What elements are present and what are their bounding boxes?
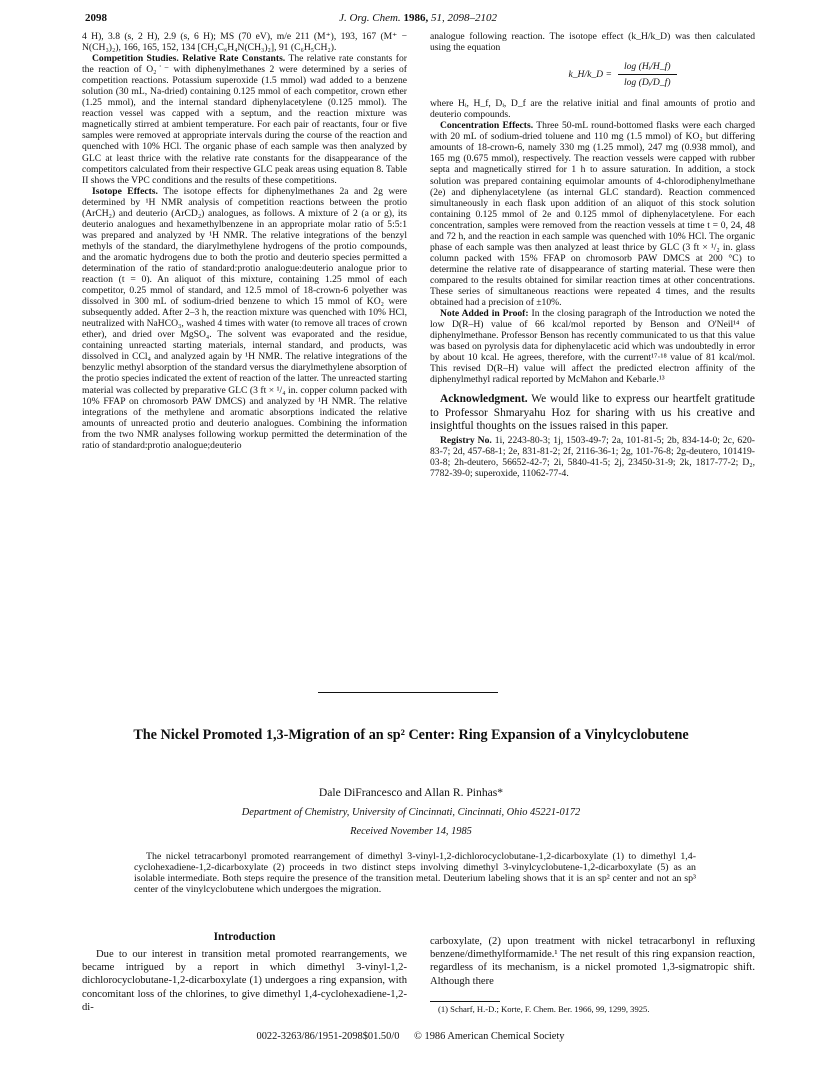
note-heading: Note Added in Proof:	[440, 308, 529, 320]
footnote-divider	[430, 1001, 500, 1002]
acknowledgment-text: We would like to express our heartfelt gratitude to Professor Shmaryahu Hoz for sharing with us his creative and insightful thoughts on the issues raised in this paper.	[430, 393, 755, 432]
isotope-text: The isotope effects for diphenylmethanes 2a and 2g were determined by ¹H NMR analysis of competition reactions between the protio (ArCH₂) and deuterio (ArCD₂) analogues, as follows. A mixture of 2 (a or g), its deuterio analogues and hexamethylbenzene in an appropriate molar ratio of 5:5:1 was prepared and analyzed by ¹H NMR. The relative integrations of the benzyl methyls of the standard, the diarylmethylene hydrogens of the protio compounds, and the aromatic hydrogens due to both the protio and deuterio species permitted a determination of the ratio of standard:protio analogue:deuterio analogue prior to reaction (t = 0). An aliquot of this mixture, containing 1.25 mmol of each competitor, 0.25 mmol of standard, and 12.5 mmol of 18-crown-6 polyether was dissolved in 300 mL of sodium-dried benzene to which 15 mmol of KO₂ were subsequently added. After 2–3 h, the reaction mixture was quenched with 10% HCl, neutralized with NaHCO₃, washed 4 times with water (to remove all traces of crown ether), and dried over MgSO₄. The solvent was evaporated and the residue, containing unreacted starting materials, internal standard, and products, was dissolved in CCl₄ and analyzed again by ¹H NMR. The relative integrations of the benzylic methyl absorption of the standard versus the diarylmethylene absorption of the protio species indicated the extent of reaction of the latter. The unreacted starting material was collected by preparative GLC (3 ft × ¹/₄ in. copper column packed with 10% FFAP on chromosorb PAW DMCS) and analyzed by ¹H NMR. The relative integrations of the methylene and aromatic absorptions indicated the relative amounts of unreacted protio and deuterio analogues. Combining the information from the two NMR analyses following workup permitted the determination of the ratio of standard:protio analogue;deuterio	[82, 185, 407, 451]
received-date: Received November 14, 1985	[350, 826, 472, 837]
article-affiliation: Department of Chemistry, University of Cincinnati, Cincinnati, Ohio 45221-0172	[241, 807, 581, 818]
concentration-heading: Concentration Effects.	[440, 120, 534, 132]
acknowledgment-heading: Acknowledgment.	[440, 393, 528, 406]
journal-year: 1986,	[403, 12, 429, 24]
running-header	[85, 12, 751, 28]
acknowledgment-paragraph	[430, 393, 755, 432]
competition-text: The relative rate constants for the reaction of O₂˙⁻ with diphenylmethanes 2 were determined by a series of competition reactions. Potassium superoxide (1.5 mmol) wad added to a benzene solution (30 mL, Na-dried) containing 0.125 mmol of each competitor, crown ether (1.25 mmol), and the internal standard diphenylacetylene (0.125 mmol). The reaction vessel was capped with a septum, and the reaction mixture was magnetically stirred at ambient temperature. For each pair of reactants, four or five samples were removed at appropriate intervals during the course of the reaction and quenched with 10% HCl. The organic phase of each sample was then analyzed by GLC at least thrice with the relative rate constants for the disappearance of the competitors calculated from their respective GLC peak areas using equation 8. Table II shows the VPC conditions and the results of these competitions.	[82, 53, 407, 186]
article-abstract: The nickel tetracarbonyl promoted rearrangement of dimethyl 3-vinyl-1,2-dichlorocyclobutane-1,2-dicarboxylate (1) to dimethyl 1,4-cyclohexadiene-1,2-dicarboxylate (2) proceeds in two distinct steps involving dimethyl 3-vinylcyclobutene-1,2-dicarboxylate (5) as an isolable intermediate. Both steps require the presence of the transition metal. Deuterium labeling shows that it is an sp² center and not an sp³ center of the vinylcyclobutene which undergoes the migration.	[134, 851, 696, 896]
isotope-equation	[490, 61, 755, 88]
article-code: 0022-3263/86/1951-2098$01.50/0	[256, 1031, 400, 1042]
journal-citation	[85, 12, 751, 24]
registry-paragraph	[430, 435, 755, 479]
introduction-heading: Introduction	[213, 931, 276, 943]
registry-text: 1i, 2243-80-3; 1j, 1503-49-7; 2a, 101-81-5; 2b, 834-14-0; 2c, 620-83-7; 2d, 457-68-1; 2e, 831-81-2; 2f, 2116-36-1; 2g, 101-76-8; 2g-deutero, 101419-03-8; 2h-deutero, 56652-42-7; 2i, 5840-41-5; 2j, 23450-31-9; 2k, 1817-77-2; D₂, 7782-39-0; superoxide, 11062-77-4.	[430, 434, 755, 479]
page-footer	[0, 1031, 821, 1042]
footnote: (1) Scharf, H.-D.; Korte, F. Chem. Ber. 1966, 99, 1299, 3925.	[438, 1004, 650, 1014]
note-text: In the closing paragraph of the Introduction we noted the low D(R–H) value of 66 kcal/mol reported by Benson and O'Neil¹⁴ of diphenylmethane. Professor Benson has recently communicated to us that this value was based on pyrolysis data for diphenylacetic acid which was undoubtedly in error by about 10 kcal. He agrees, therefore, with the current¹⁷·¹⁸ value of 81 kcal/mol. This revised D(R–H) value will affect the predicted electron affinity of the diphenylmethyl radical reported by McMahon and Kebarle.¹³	[430, 308, 755, 386]
equation-denominator: log (Dᵢ/D_f)	[623, 77, 671, 89]
competition-heading: Competition Studies. Relative Rate Constants.	[92, 53, 286, 65]
concentration-paragraph	[430, 120, 755, 308]
isotope-heading: Isotope Effects.	[92, 185, 158, 197]
introduction-text-right: carboxylate, (2) upon treatment with nickel tetracarbonyl in refluxing benzene/dimethylformamide.¹ The net result of this ring expansion reaction, regardless of its mechanism, is a nickel promoted 1,3-sigmatropic shift. Although there	[430, 936, 755, 987]
spectra-paragraph: 4 H), 3.8 (s, 2 H), 2.9 (s, 6 H); MS (70 eV), m/e 211 (M⁺), 193, 167 (M⁺ − N(CH₃)₂), 166, 165, 152, 134 [CH₂C₆H₄N(CH₃)₂], 91 (C₆H₅CH₂).	[82, 31, 407, 54]
page-number: 2098	[85, 12, 107, 24]
note-paragraph	[430, 308, 755, 385]
copyright-notice: © 1986 American Chemical Society	[414, 1031, 565, 1042]
article-authors: Dale DiFrancesco and Allan R. Pinhas*	[318, 786, 504, 799]
competition-paragraph	[82, 53, 407, 186]
introduction-text-left: Due to our interest in transition metal promoted rearrangements, we became intrigued by a report in which dimethyl 3-vinyl-1,2-dichlorocyclobutane-1,2-dicarboxylate (1) undergoes a ring expansion, with concomitant loss of the chlorines, to give dimethyl 1,4-cyclohexadiene-1,2-di-	[82, 949, 407, 1013]
isotope-paragraph	[82, 186, 407, 451]
concentration-text: Three 50-mL round-bottomed flasks were each charged with 20 mL of sodium-dried toluene and 110 mg (1.5 mmol) of KO₂ but differing amounts of 18-crown-6, namely 330 mg (1.25 mmol), 247 mg (0.938 mmol), and 165 mg (0.675 mmol), respectively. The reaction vessels were capped with rubber septa and magnetically stirred for 1 h to assure saturation. In addition, a stock solution was prepared containing equimolar amounts of 4-chlorodiphenylmethane (2e) and diphenylacetylene (as internal GLC standard). Reaction commenced simultaneously in each flask upon addition of an aliquot of this stock solution containing 0.125 mmol of 2e and 0.125 mmol of diphenylacetylene. For each concentration, samples were removed from the reaction vessels at time t = 0, 24, 48 and 72 h, and the reaction in each sample was quenched with 10% HCl. The organic phase of each sample was then analyzed at least thrice by GLC (3 ft × ¹/₂ in. glass column packed with 15% FFAP on chromosorb PAW DMCS at 200 °C) to determine the relative rate of disappearance of starting material. These were then compared to the results obtained for similar reaction times at other concentrations. These series of simultaneous reactions were repeated 4 times, and the results obtained had a precision of ±10%.	[430, 120, 756, 309]
where-paragraph: where Hᵢ, H_f, Dᵢ, D_f are the relative initial and final amounts of protio and deuterio compounds.	[430, 98, 755, 121]
right-column	[430, 31, 755, 479]
journal-name: J. Org. Chem.	[339, 12, 401, 24]
registry-heading: Registry No.	[440, 434, 492, 446]
left-column	[82, 31, 407, 451]
isotope-continuation: analogue following reaction. The isotope effect (k_H/k_D) was then calculated using the equation	[430, 31, 755, 54]
equation-numerator: log (Hᵢ/H_f)	[618, 61, 677, 75]
equation-fraction	[618, 61, 677, 88]
equation-lhs: k_H/k_D =	[568, 69, 612, 81]
journal-volume: 51, 2098–2102	[430, 12, 497, 24]
article-divider	[318, 692, 498, 693]
article-title: The Nickel Promoted 1,3-Migration of an sp² Center: Ring Expansion of a Vinylcyclobutene	[133, 727, 689, 743]
